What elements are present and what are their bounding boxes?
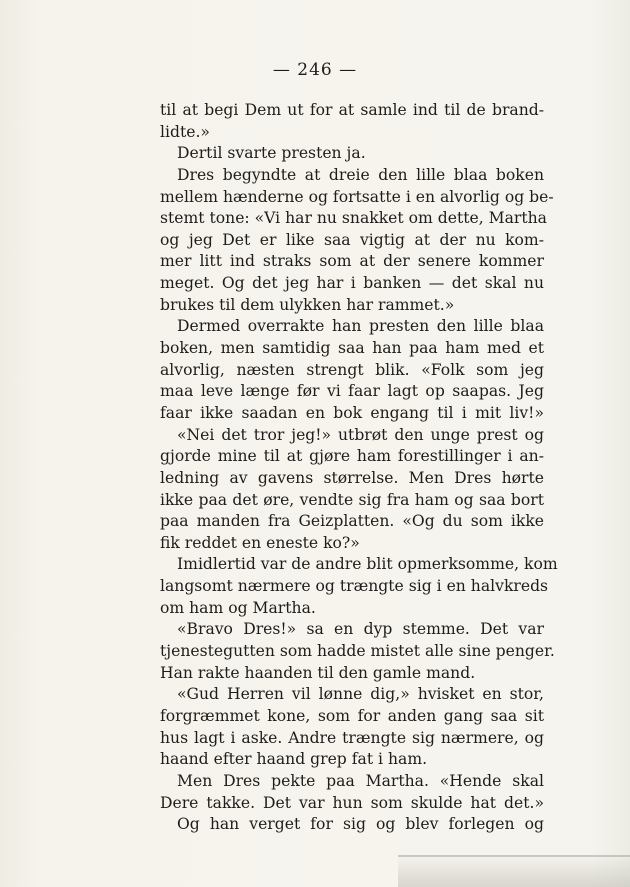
body-text [160, 100, 558, 836]
text-line: haand efter haand grep fat i ham. [160, 750, 428, 769]
text-line: forgræmmet kone, som for anden gang saa sit [160, 706, 544, 725]
text-line: meget. Og det jeg har i banken — det skal nu [160, 274, 544, 293]
text-line: boken, men samtidig saa han paa ham med et [160, 339, 544, 358]
text-line: Dere takke. Det var hun som skulde hat det.» [160, 793, 544, 812]
text-line: stemt tone: «Vi har nu snakket om dette, Martha [160, 209, 547, 228]
text-line: brukes til dem ulykken har rammet.» [160, 295, 455, 314]
text-line: tjenestegutten som hadde mistet alle sine penger. [160, 642, 555, 661]
text-line: Han rakte haanden til den gamle mand. [160, 663, 476, 682]
text-line: «Nei det tror jeg!» utbrøt den unge prest og [177, 425, 544, 444]
text-line: Dermed overrakte han presten den lille blaa [177, 317, 544, 336]
text-line: paa manden fra Geizplatten. «Og du som ikke [160, 512, 544, 531]
text-line: om ham og Martha. [160, 598, 316, 617]
text-line: ikke paa det øre, vendte sig fra ham og saa bort [160, 490, 544, 509]
text-line: langsomt nærmere og trængte sig i en halvkreds [160, 577, 549, 596]
text-line: alvorlig, næsten strengt blik. «Folk som jeg [160, 360, 544, 379]
text-line: gjorde mine til at gjøre ham forestillinger i an- [160, 447, 544, 466]
text-line: til at begi Dem ut for at samle ind til de brand- [160, 101, 544, 119]
text-line: maa leve længe før vi faar lagt op saapas. Jeg [160, 382, 544, 401]
text-line: mellem hænderne og fortsatte i en alvorlig og be- [160, 187, 554, 206]
text-line: faar ikke saadan en bok engang til i mit liv!» [160, 403, 544, 422]
text-line: Dertil svarte presten ja. [177, 144, 366, 163]
text-line: mer litt ind straks som at der senere kommer [160, 252, 544, 271]
page-edge-shadow [398, 855, 630, 887]
page-number: — 246 — [272, 60, 358, 80]
text-line: lidte.» [160, 122, 210, 141]
text-line: fik reddet en eneste ko?» [160, 533, 360, 552]
text-line: «Bravo Dres!» sa en dyp stemme. Det var [177, 620, 544, 639]
text-line: Dres begyndte at dreie den lille blaa boken [177, 165, 544, 184]
text-line: «Gud Herren vil lønne dig,» hvisket en stor, [177, 685, 544, 704]
text-line: Men Dres pekte paa Martha. «Hende skal [177, 771, 544, 790]
text-line: Imidlertid var de andre blit opmerksomme, kom [177, 555, 558, 574]
text-line: ledning av gavens størrelse. Men Dres hørte [160, 468, 544, 487]
text-line: Og han verget for sig og blev forlegen og [177, 815, 544, 834]
text-line: og jeg Det er like saa vigtig at der nu kom- [160, 230, 544, 249]
text-line: hus lagt i aske. Andre trængte sig nærmere, og [160, 728, 544, 747]
